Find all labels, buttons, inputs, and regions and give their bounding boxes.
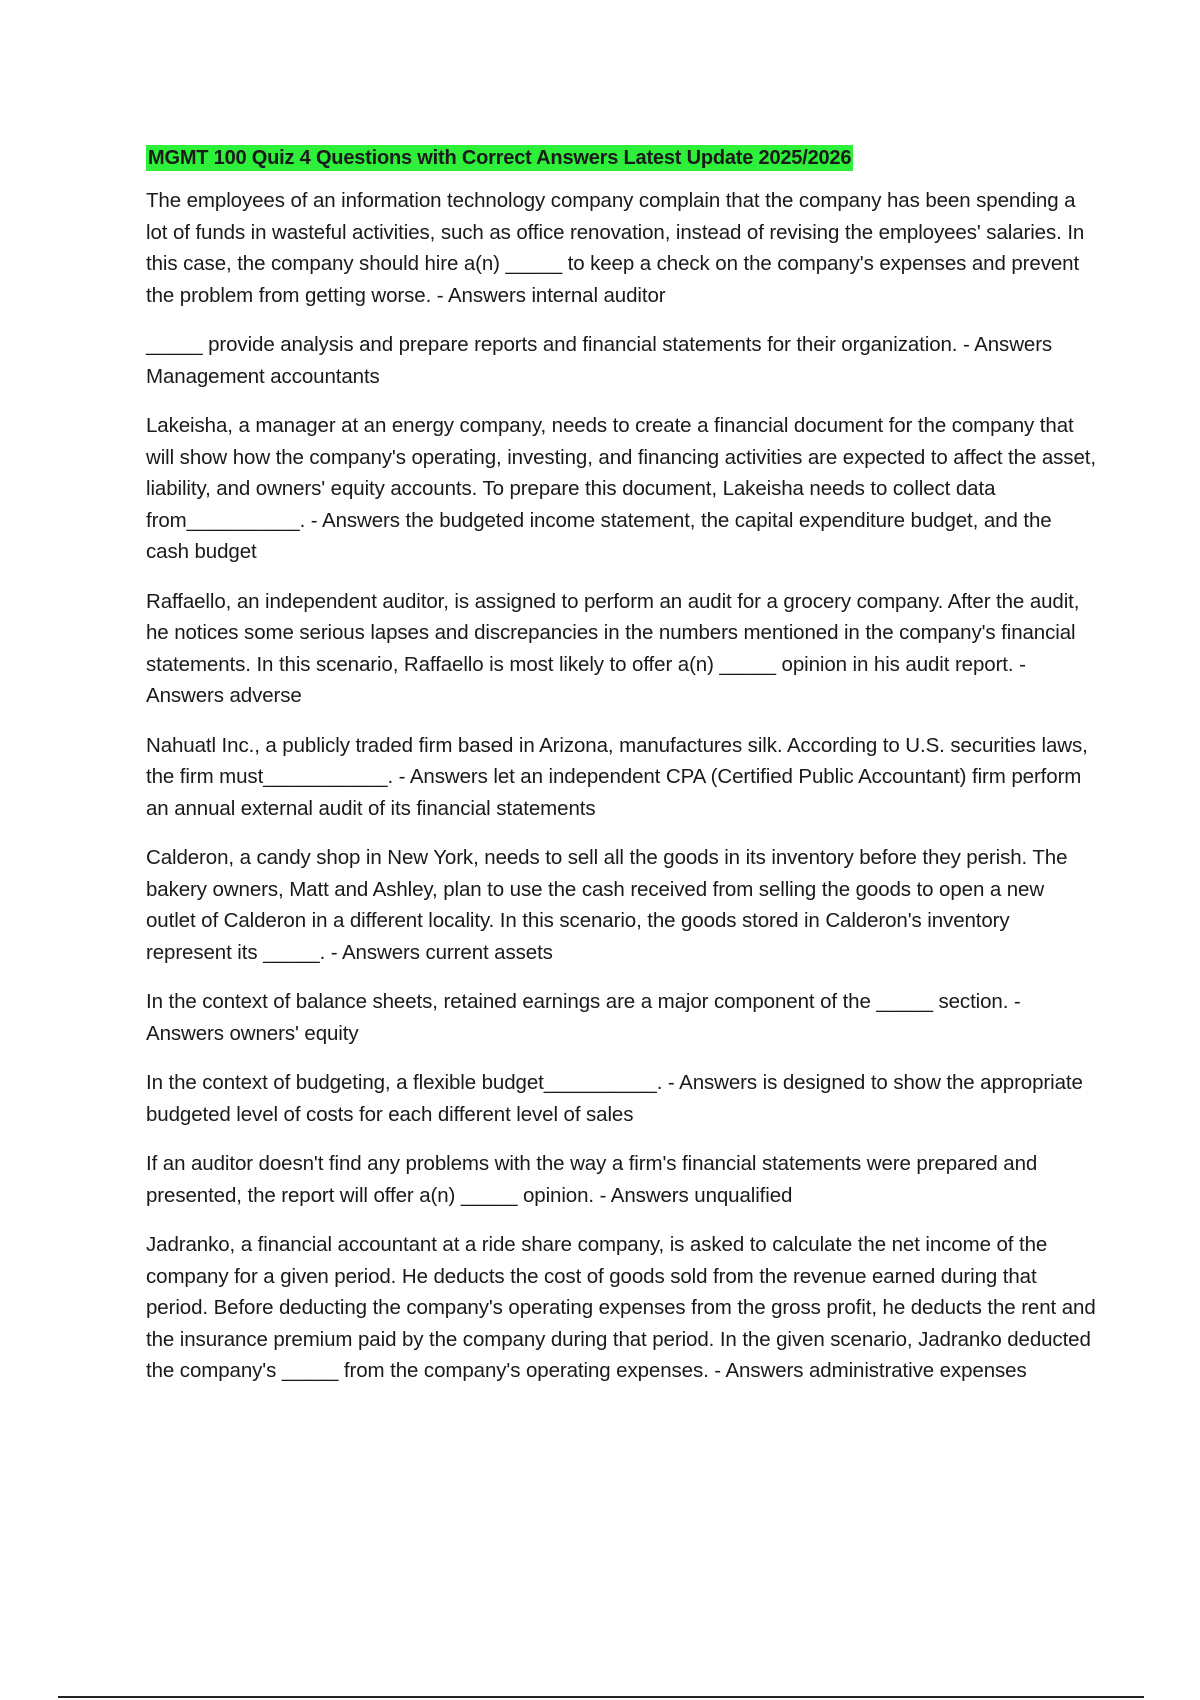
question-answer-item: If an auditor doesn't find any problems with the way a firm's financial statements were prepared and presented, the report will offer a(n) _____ opinion. - Answers unqualified: [146, 1152, 1038, 1207]
question-answer-item: _____ provide analysis and prepare reports and financial statements for their organization. - Answers Management accountants: [146, 333, 1053, 388]
question-answer-item: Calderon, a candy shop in New York, needs to sell all the goods in its inventory before they perish. The bakery owners, Matt and Ashley, plan to use the cash received from selling the goods to open a new outlet of Calderon in a different locality. In this scenario, the goods stored in Calderon's inventory represent its _____. - Answers current assets: [146, 846, 1068, 964]
question-answer-item: Lakeisha, a manager at an energy company, needs to create a financial document for the company that will show how the company's operating, investing, and financing activities are expected to affect the asset, liability, and owners' equity accounts. To prepare this document, Lakeisha needs to collect data from__________. - Answers the budgeted income statement, the capital expenditure budget, and the cash budget: [146, 414, 1096, 563]
question-answer-item: Jadranko, a financial accountant at a ride share company, is asked to calculate the net income of the company for a given period. He deducts the cost of goods sold from the revenue earned during that period. Before deducting the company's operating expenses from the gross profit, he deducts the rent and the insurance premium paid by the company during that period. In the given scenario, Jadranko deducted the company's _____ from the company's operating expenses. - Answers administrative expenses: [146, 1233, 1096, 1382]
question-answer-item: In the context of balance sheets, retained earnings are a major component of the _____ section. - Answers owners' equity: [146, 990, 1021, 1045]
document-page: [146, 145, 1096, 1405]
document-title: MGMT 100 Quiz 4 Questions with Correct Answers Latest Update 2025/2026: [148, 147, 852, 169]
question-answer-item: Nahuatl Inc., a publicly traded firm based in Arizona, manufactures silk. According to U.S. securities laws, the firm must___________. - Answers let an independent CPA (Certified Public Accountant) firm perform an annual external audit of its financial statements: [146, 733, 1088, 820]
page-divider: [58, 1696, 1144, 1698]
question-answer-item: In the context of budgeting, a flexible budget__________. - Answers is designed to show the appropriate budgeted level of costs for each different level of sales: [146, 1071, 1083, 1126]
question-answer-item: The employees of an information technology company complain that the company has been spending a lot of funds in wasteful activities, such as office renovation, instead of revising the employees' salaries. In this case, the company should hire a(n) _____ to keep a check on the company's expenses and prevent the problem from getting worse. - Answers internal auditor: [146, 189, 1085, 307]
question-answer-item: Raffaello, an independent auditor, is assigned to perform an audit for a grocery company. After the audit, he notices some serious lapses and discrepancies in the numbers mentioned in the company's financial statements. In this scenario, Raffaello is most likely to offer a(n) _____ opinion in his audit report. - Answers adverse: [146, 589, 1080, 707]
